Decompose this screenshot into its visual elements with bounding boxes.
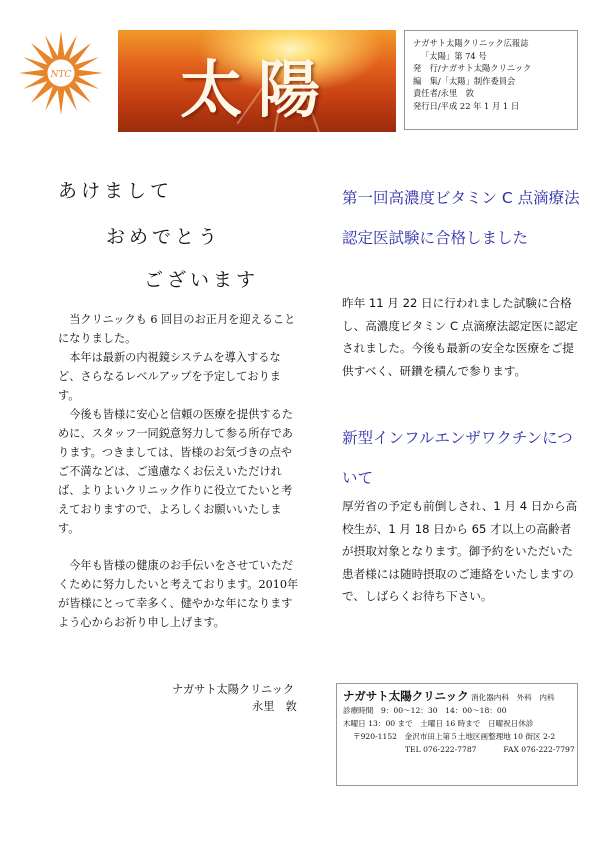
new-year-message bbox=[58, 310, 302, 632]
message-paragraph: 本年は最新の内視鏡システムを導入するなど、さらなるレベルアップを予定しております。 bbox=[58, 351, 281, 402]
greeting-line-1: あけまして bbox=[58, 180, 174, 202]
publication-line: 発行日/平成 22 年 1 月 1 日 bbox=[413, 100, 520, 111]
publication-line: 発 行/ナガサト太陽クリニック bbox=[413, 63, 532, 74]
clinic-info-box bbox=[336, 683, 578, 786]
publication-line: ナガサト太陽クリニック広報誌 bbox=[413, 38, 529, 48]
news-heading-vitamin-c: 第一回高濃度ビタミン C 点滴療法認定医試験に合格しました bbox=[342, 189, 580, 247]
svg-text:NTC: NTC bbox=[50, 70, 72, 80]
news-heading-flu-vaccine: 新型インフルエンザワクチンについて bbox=[342, 429, 573, 487]
greeting-line-2: おめでとう bbox=[106, 226, 222, 248]
clinic-tel: TEL 076-222-7787 bbox=[405, 745, 477, 754]
clinic-closed-days: 木曜日 13：00 まで 土曜日 16 時まで 日曜祝日休診 bbox=[343, 719, 534, 728]
newsletter-title: 太陽 bbox=[180, 53, 337, 126]
message-paragraph: 今後も皆様に安心と信頼の医療を提供するために、スタッフ一同鋭意努力して参る所存であります。つきましては、皆様のお気づきの点やご不満などは、ご遠慮なくお伝えいただければ、よりよいクリニック作りに役立てたいと考えておりますので、よろしくお願いいたします。 bbox=[58, 408, 293, 535]
title-banner bbox=[118, 30, 396, 132]
publication-line: 「太陽」第 74 号 bbox=[421, 50, 487, 61]
sun-logo bbox=[18, 30, 104, 116]
message-paragraph: 当クリニックも 6 回目のお正月を迎えることになりました。 bbox=[58, 313, 296, 345]
clinic-address: 〒920-1152 金沢市田上第５土地区画整理地 10 街区 2-2 bbox=[353, 732, 556, 741]
publication-info-box bbox=[404, 30, 578, 130]
publication-line: 編 集/「太陽」制作委員会 bbox=[413, 75, 516, 86]
clinic-departments: 消化器内科 外科 内科 bbox=[471, 693, 555, 702]
greeting-line-3: ございます bbox=[144, 269, 260, 291]
clinic-hours: 診療時間 9：00～12：30 14：00～18：00 bbox=[343, 706, 507, 715]
signature-name: 永里 敦 bbox=[252, 700, 297, 713]
signature-clinic: ナガサト太陽クリニック bbox=[172, 683, 295, 696]
news-body-vitamin-c: 昨年 11 月 22 日に行われました試験に合格し、高濃度ビタミン C 点滴療法認定医に認定されました。今後も最新の安全な医療をご提供すべく、研鑽を積んで参ります。 bbox=[342, 296, 578, 378]
publication-line: 責任者/永里 敦 bbox=[413, 88, 474, 99]
clinic-fax: FAX 076-222-7797 bbox=[503, 745, 575, 754]
clinic-name: ナガサト太陽クリニック bbox=[343, 689, 469, 703]
message-paragraph: 今年も皆様の健康のお手伝いをさせていただくために努力したいと考えております。2010年が皆様にとって幸多く、健やかな年になりますよう心からお祈り申し上げます。 bbox=[58, 559, 299, 629]
news-body-flu-vaccine: 厚労省の予定も前倒しされ、1 月 4 日から高校生が、1 月 18 日から 65 才以上の高齢者が摂取対象となります。御予約をいただいた患者様には随時摂取のご連絡をいたしますので、しばらくお待ち下さい。 bbox=[342, 499, 578, 603]
